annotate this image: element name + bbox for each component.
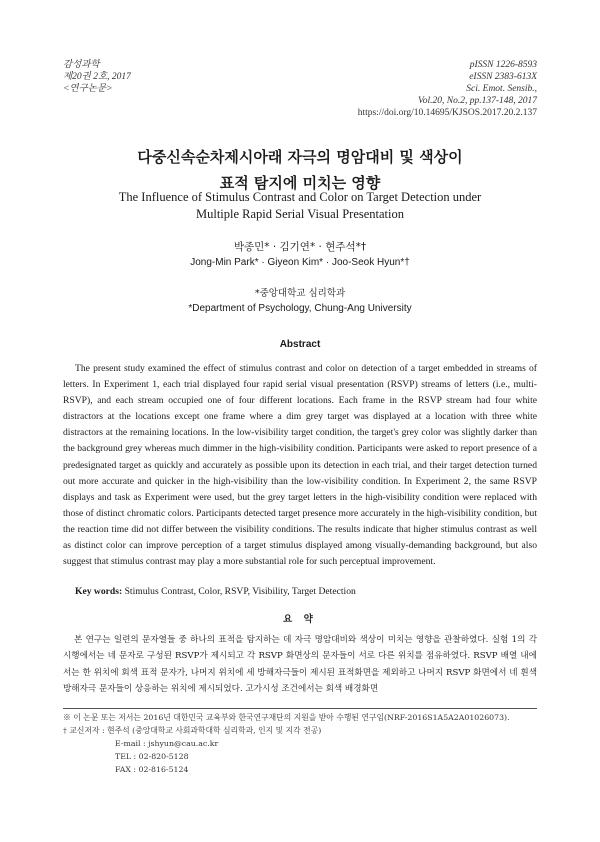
doi-link[interactable]: https://doi.org/10.14695/KJSOS.2017.20.2.137: [357, 108, 537, 118]
abstract-heading: Abstract: [279, 339, 321, 350]
title-korean-line-2: 표적 탐지에 미치는 영향: [219, 174, 381, 192]
keywords-list: Stimulus Contrast, Color, RSVP, Visibility, Target Detection: [124, 586, 356, 597]
telephone: TEL : 02-820-5128: [115, 751, 189, 761]
title-english: [0, 189, 600, 223]
article-type: <연구논문>: [63, 84, 113, 94]
footnote-divider: [63, 708, 537, 709]
korean-summary-heading: 요 약: [283, 614, 317, 625]
contact-info: [115, 738, 218, 776]
title-english-line-2: Multiple Rapid Serial Visual Presentation: [195, 207, 405, 221]
journal-name-ko: 감성과학: [63, 60, 100, 70]
pissn: pISSN 1226-8593: [469, 60, 537, 70]
email[interactable]: E-mail : jshyun@cau.ac.kr: [115, 739, 219, 748]
journal-volume-ko: 제20권 2호, 2017: [63, 72, 131, 82]
korean-summary-body: 본 연구는 일련의 문자열들 중 하나의 표적을 탐지하는 데 자극 명암대비와 색상이 미치는 영향을 관찰하였다. 실험 1의 각 시행에서는 네 문자로 구성된 RSVP가 제시되고 각 RSVP 화면상의 문자들이 서로 다른 위치를 점유하였다. RSVP 배열 내에서는 한 위치에 회색 표적 문자가, 나머지 위치에 세 방해자극들이 제시된 표적화면을 제외하고 나머지 RSVP 화면에서 네 흰색 방해자극 문자들이 상응하는 위치에 제시되었다. 고가시성 조건에서는 회색 배경화면: [63, 635, 537, 695]
fax: FAX : 02-816-5124: [115, 764, 189, 774]
journal-header-right: [358, 59, 537, 119]
journal-abbrev: Sci. Emot. Sensib.,: [466, 84, 537, 94]
abstract-body: The present study examined the effect of stimulus contrast and color on detection of a target embedded in streams of letters. In Experiment 1, each trial displayed four rapid serial visual presentation (RSVP) streams of letters (i.e., multi-RSVP), and each stream occupied one of four different locations. Each frame in the RSVP stream had four white distractors at the locations except one frame where a dim grey target was displayed at a location with three white distractors at the remaining locations. In the low-visibility target condition, the target's grey color was slightly darker than the background grey whereas much dimmer in the high-visibility condition. Participants were asked to report presence of a predesignated target as quickly and accurately as possible upon its detection in each trial, and their target detection turned out more accurate and quicker in the high-visibility than the low-visibility condition. In Experiment 2, the same RSVP displays and task as Experiment were used, but the grey target letters in the high-visibility condition were replaced with those of distinct chromatic colors. Participants detected target presence more accurately in the high-visibility condition, but the reaction time did not differ between the visibility conditions. The results indicate that higher stimulus contrast as well as distinct color can improve perception of a target stimulus displayed among visually-demanding background, but also suggest that stimulus contrast may play a more substantial role for such perceptual improvement.: [63, 363, 537, 568]
volume-pages: Vol.20, No.2, pp.137-148, 2017: [417, 96, 537, 106]
authors-english: Jong-Min Park* · Giyeon Kim* · Joo-Seok Hyun*†: [190, 257, 410, 268]
corresponding-author-footnote: † 교신저자 : 현주석 (중앙대학교 사회과학대학 심리학과, 인지 및 지각 전공): [63, 726, 322, 735]
affiliation-english: *Department of Psychology, Chung-Ang University: [188, 303, 412, 314]
authors-korean: 박종민* · 김기연* · 현주석*†: [233, 241, 367, 253]
journal-header-left: [63, 59, 131, 95]
affiliation-korean: *중앙대학교 심리학과: [254, 288, 346, 299]
title-english-line-1: The Influence of Stimulus Contrast and Color on Target Detection under: [118, 190, 482, 204]
keywords: [75, 585, 537, 599]
eissn: eISSN 2383-613X: [469, 72, 537, 82]
title-korean-line-1: 다중신속순차제시아래 자극의 명암대비 및 색상이: [137, 148, 463, 166]
keywords-label: Key words:: [75, 586, 123, 597]
funding-footnote: ※ 이 논문 또는 저서는 2016년 대한민국 교육부와 한국연구재단의 지원을 받아 수행된 연구임(NRF-2016S1A5A2A01026073).: [63, 713, 510, 722]
